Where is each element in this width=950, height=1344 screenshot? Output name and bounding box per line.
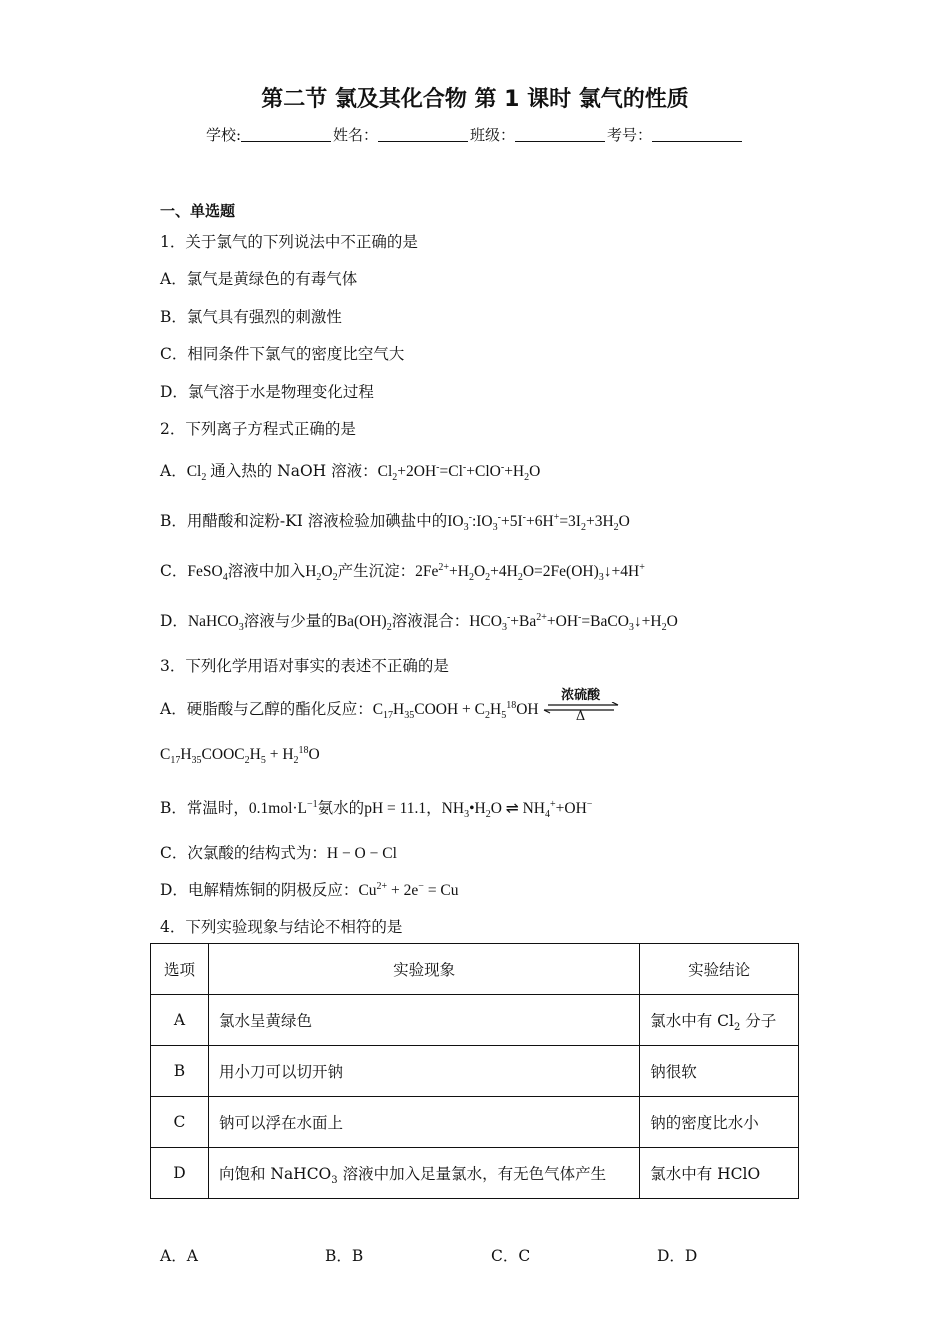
q2-d-equation: $HCO_3^-+Ba^{2+}+OH^-=BaCO_3↓+H_2O$ xyxy=(469,611,678,634)
row-option: D xyxy=(151,1148,209,1199)
exam-no-label: 考号： xyxy=(607,126,653,144)
q2-a-equation: $Cl_2+2OH^-=Cl^-+ClO^-+H_2O$ xyxy=(377,461,541,484)
table-row xyxy=(151,1148,799,1199)
q2-option-a xyxy=(160,459,541,484)
q2-a-text: 通入热的 NaOH 溶液： xyxy=(210,462,378,480)
row-option: A xyxy=(151,995,209,1046)
q3-option-c xyxy=(160,841,397,863)
row-option: B xyxy=(151,1046,209,1097)
row-conclusion xyxy=(640,995,799,1046)
q2-d-prefix: D． xyxy=(160,612,188,630)
q3-a-text: A．硬脂酸与乙醇的酯化反应： xyxy=(160,700,373,718)
q3-a-reactants: $C_{17}H_{35}COOH + C_2H_5^{18}OH$ xyxy=(372,699,539,722)
q3-option-d xyxy=(160,878,459,900)
q3-c-text: C．次氯酸的结构式为： xyxy=(160,844,327,862)
row-conclusion: 钠的密度比水小 xyxy=(640,1097,799,1148)
catalyst-label: 浓硫酸 xyxy=(561,688,601,703)
header-phenomenon: 实验现象 xyxy=(208,944,639,995)
q2-a-prefix: A． xyxy=(160,462,187,480)
q4-choice-c: C．C xyxy=(491,1247,531,1265)
q2-c-equation: $2Fe^{2+}+H_2O_2+4H_2O=2Fe(OH)_3↓+4H^+$ xyxy=(415,561,645,584)
exam-no-blank xyxy=(652,127,742,142)
row-phenomenon xyxy=(208,1148,639,1199)
q2-option-b xyxy=(160,509,630,534)
row-phenomenon: 氯水呈黄绿色 xyxy=(208,995,639,1046)
table-header-row xyxy=(151,944,799,995)
q3-option-b xyxy=(160,796,593,821)
q3-b-ph: pH = 11.1，$NH_3•H_2O$ ⇌ $NH_4^++OH^-$ xyxy=(364,798,593,821)
q2-stem: 2．下列离子方程式正确的是 xyxy=(160,420,356,438)
q3-c-formula: H − O − Cl xyxy=(326,845,397,862)
page-title: 第二节 氯及其化合物 第 1 课时 氯气的性质 xyxy=(261,87,689,112)
q3-stem: 3．下列化学用语对事实的表述不正确的是 xyxy=(160,657,449,675)
phenomenon-pre: 向饱和 NaHCO xyxy=(218,1165,332,1183)
row-conclusion: 钠很软 xyxy=(640,1046,799,1097)
conclusion-sub: 2 xyxy=(733,1022,741,1034)
school-label: 学校: xyxy=(205,126,241,144)
q3-option-a xyxy=(160,688,623,724)
experiment-table xyxy=(150,943,799,1199)
q4-choice-b: B．B xyxy=(325,1247,364,1265)
q3-b-text1: B．常温时， xyxy=(160,799,249,817)
q1-option-a: A．氯气是黄绿色的有毒气体 xyxy=(160,270,358,288)
q3-b-concentration: $0.1mol\cdot L^{-1}$ xyxy=(248,798,318,817)
table-row xyxy=(151,1097,799,1148)
school-blank xyxy=(241,127,331,142)
conclusion-post: 分子 xyxy=(740,1012,777,1030)
heat-label: Δ xyxy=(575,709,586,724)
q1-stem: 1．关于氯气的下列说法中不正确的是 xyxy=(160,233,418,251)
q2-d-formula-nahco3: NaHCO$_3$ xyxy=(187,613,244,634)
row-conclusion: 氯水中有 HClO xyxy=(640,1148,799,1199)
q3-a-products: $C_{17}H_{35}COOC_2H_5 + H_2^{18}O$ xyxy=(160,744,320,767)
q2-c-text1: 溶液中加入 xyxy=(227,562,306,580)
conclusion-pre: 氯水中有 Cl xyxy=(650,1012,734,1030)
q3-b-text2: 氨水的 xyxy=(317,799,365,817)
table-row xyxy=(151,995,799,1046)
q3-d-text: D．电解精炼铜的阴极反应： xyxy=(160,881,359,899)
q2-b-equation: $IO_3^-:IO_3^-+5I^-+6H^+=3I_2+3H_2O$ xyxy=(447,511,630,534)
phenomenon-sub: 3 xyxy=(331,1175,338,1187)
q2-c-text2: 产生沉淀： xyxy=(337,562,416,580)
q2-option-d xyxy=(160,609,678,634)
q1-option-d: D．氯气溶于水是物理变化过程 xyxy=(160,383,374,401)
q1-option-b: B．氯气具有强烈的刺激性 xyxy=(160,308,342,326)
q2-c-formula-feso4: FeSO$_4$ xyxy=(187,563,228,584)
q4-choice-d: D．D xyxy=(657,1247,698,1265)
q4-choice-a: A．A xyxy=(160,1247,198,1265)
q2-d-text1: 溶液与少量的 xyxy=(243,612,337,630)
phenomenon-post: 溶液中加入足量氯水，有无色气体产生 xyxy=(337,1165,607,1183)
row-phenomenon: 用小刀可以切开钠 xyxy=(208,1046,639,1097)
q2-b-prefix: B．用醋酸和淀粉-KI 溶液检验加碘盐中的 xyxy=(160,512,448,530)
row-option: C xyxy=(151,1097,209,1148)
header-conclusion: 实验结论 xyxy=(640,944,799,995)
student-info-line xyxy=(0,124,950,145)
q2-a-formula-cl2: $Cl_2$ xyxy=(186,463,207,484)
section-heading: 一、单选题 xyxy=(160,202,236,220)
q4-stem: 4．下列实验现象与结论不相符的是 xyxy=(160,918,403,936)
class-blank xyxy=(515,127,605,142)
q2-c-prefix: C． xyxy=(160,562,188,580)
q2-option-c xyxy=(160,559,645,584)
q3-d-equation: $Cu^{2+} + 2e^- = Cu$ xyxy=(358,880,459,899)
name-label: 姓名： xyxy=(333,126,379,144)
q2-d-formula-baoh2: $Ba(OH)_2$ xyxy=(336,613,392,634)
q2-d-text2: 溶液混合： xyxy=(391,612,470,630)
table-row xyxy=(151,1046,799,1097)
header-option: 选项 xyxy=(151,944,209,995)
q2-c-formula-h2o2: $H_2O_2$ xyxy=(305,563,338,584)
q1-option-c: C．相同条件下氯气的密度比空气大 xyxy=(160,345,405,363)
name-blank xyxy=(378,127,468,142)
row-phenomenon: 钠可以浮在水面上 xyxy=(208,1097,639,1148)
reversible-arrow-icon xyxy=(542,688,620,724)
class-label: 班级： xyxy=(470,126,516,144)
